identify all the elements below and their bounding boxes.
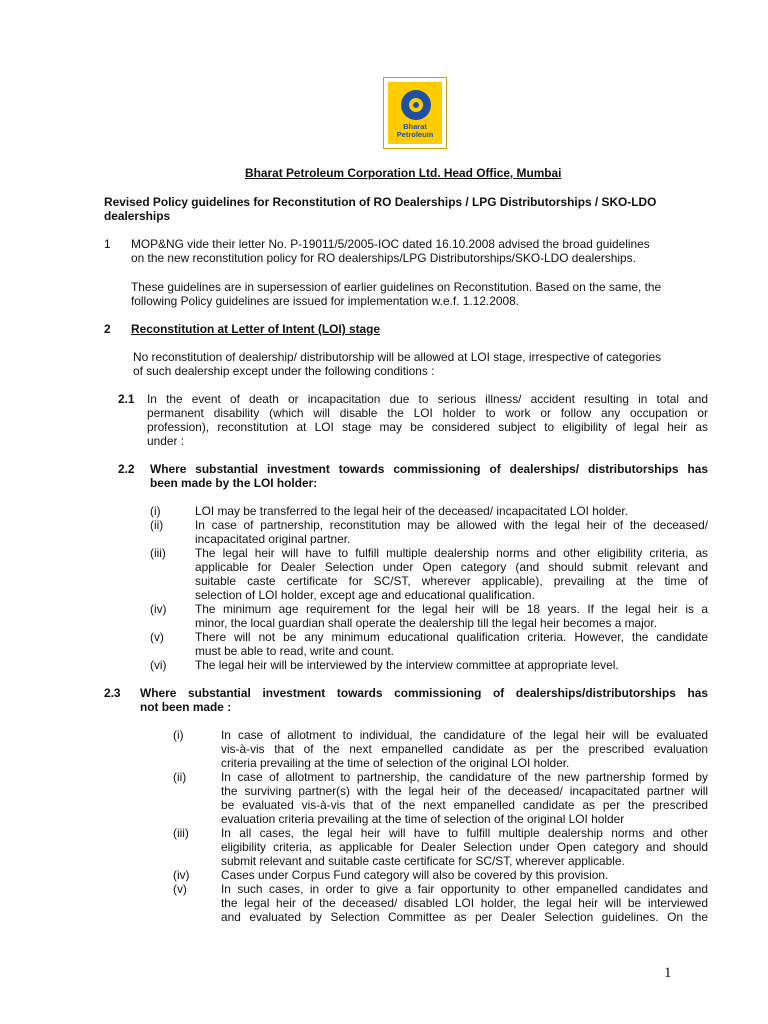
list-item-number: (vi) [150, 658, 167, 672]
list-item-text: In case of allotment to partnership, the candidature of the new partnership formed by [221, 770, 708, 784]
bharat-petroleum-logo [383, 77, 447, 149]
section-2-2-number: 2.2 [118, 462, 135, 476]
list-item-text: suitable caste certificate for SC/ST, wherever applicable), prevailing at the time of [195, 574, 708, 588]
list-item-number: (iii) [173, 826, 189, 840]
logo-text: Bharat Petroleum [396, 122, 434, 139]
list-item-text: criteria prevailing at the time of selection of the original LOI holder. [221, 756, 570, 770]
list-item-text: In such cases, in order to give a fair opportunity to other empanelled candidates and [221, 882, 708, 896]
list-item-text: evaluation criteria prevailing at the time of selection of the original LOI holder [221, 812, 625, 826]
section-2-1-text: permanent disability (which will disable the LOI holder to work or follow any occupation or [147, 406, 708, 420]
section-2-heading: Reconstitution at Letter of Intent (LOI) stage [131, 322, 381, 336]
list-item-text: must be able to read, write and count. [195, 644, 394, 658]
section-2-2-heading: been made by the LOI holder: [150, 476, 318, 490]
list-item-text: There will not be any minimum educational qualification criteria. However, the candidate [195, 630, 708, 644]
list-item-number: (ii) [150, 518, 164, 532]
list-item-text: Cases under Corpus Fund category will also be covered by this provision. [221, 868, 609, 882]
list-item-text: the legal heir of the deceased/ disabled LOI holder, the legal heir will be interviewed [221, 896, 708, 910]
list-item-number: (iv) [150, 602, 167, 616]
section-2-intro: of such dealership except under the following conditions : [133, 364, 435, 378]
logo-background [388, 82, 442, 144]
list-item-text: applicable for Dealer Selection under Open category (and should submit relevant and [195, 560, 708, 574]
list-item-text: In case of allotment to individual, the candidature of the legal heir will be evaluated [221, 728, 708, 742]
list-item-text: The legal heir will be interviewed by the interview committee at appropriate level. [195, 658, 619, 672]
list-item-number: (ii) [173, 770, 187, 784]
doc-title-line-1: Revised Policy guidelines for Reconstitution of RO Dealerships / LPG Distributorships / SKO-LDO [104, 195, 657, 209]
section-1-para-2: following Policy guidelines are issued for implementation w.e.f. 1.12.2008. [131, 294, 519, 308]
org-heading: Bharat Petroleum Corporation Ltd. Head Office, Mumbai [245, 166, 562, 180]
list-item-number: (v) [173, 882, 187, 896]
section-2-2-heading: Where substantial investment towards commissioning of dealerships/ distributorships has [150, 462, 708, 476]
list-item-text: minor, the local guardian shall operate the dealership till the legal heir becomes a major. [195, 616, 658, 630]
list-item-text: selection of LOI holder, except age and educational qualification. [195, 588, 535, 602]
section-2-1-text: under : [147, 434, 185, 448]
section-2-1-text: In the event of death or incapacitation due to serious illness/ accident resulting in total and [147, 392, 708, 406]
logo-emblem-icon [401, 90, 431, 120]
section-2-3-heading: Where substantial investment towards commissioning of dealerships/distributorships has [140, 686, 708, 700]
section-2-1-text: profession), reconstitution at LOI stage may be considered subject to eligibility of legal heir as [147, 420, 708, 434]
list-item-number: (i) [150, 504, 161, 518]
section-2-1-number: 2.1 [118, 392, 135, 406]
section-1-text: on the new reconstitution policy for RO dealerships/LPG Distributorships/SKO-LDO dealerships. [131, 251, 636, 265]
section-2-3-heading: not been made : [140, 700, 232, 714]
section-1-number: 1 [104, 237, 111, 251]
list-item-text: the surviving partner(s) with the legal heir of the deceased/ incapacitated partner will [221, 784, 708, 798]
list-item-text: eligibility criteria, as applicable for Dealer Selection under Open category and should [221, 840, 708, 854]
list-item-text: In case of partnership, reconstitution may be allowed with the legal heir of the deceased/ [195, 518, 708, 532]
list-item-text: vis-à-vis that of the next empanelled candidate as per the prescribed evaluation [221, 742, 708, 756]
section-2-3-number: 2.3 [104, 686, 121, 700]
list-item-text: The minimum age requirement for the legal heir will be 18 years. If the legal heir is a [195, 602, 708, 616]
list-item-text: incapacitated original partner. [195, 532, 351, 546]
section-2-number: 2 [104, 322, 111, 336]
list-item-text: and evaluated by Selection Committee as per Dealer Selection guidelines. On the [221, 910, 708, 924]
section-1-text: MOP&NG vide their letter No. P-19011/5/2005-IOC dated 16.10.2008 advised the broad guidelines [131, 237, 650, 251]
list-item-text: be evaluated vis-à-vis that of the next empanelled candidate as per the prescribed [221, 798, 708, 812]
list-item-text: In all cases, the legal heir will have to fulfill multiple dealership norms and other [221, 826, 708, 840]
list-item-text: LOI may be transferred to the legal heir of the deceased/ incapacitated LOI holder. [195, 504, 628, 518]
list-item-text: The legal heir will have to fulfill multiple dealership norms and other eligibility criteria, as [195, 546, 708, 560]
list-item-number: (i) [173, 728, 184, 742]
list-item-number: (iv) [173, 868, 190, 882]
section-1-para-2: These guidelines are in supersession of earlier guidelines on Reconstitution. Based on the same, the [131, 280, 662, 294]
list-item-number: (iii) [150, 546, 166, 560]
list-item-number: (v) [150, 630, 164, 644]
page-number: 1 [664, 965, 672, 981]
section-2-intro: No reconstitution of dealership/ distributorship will be allowed at LOI stage, irrespective of categories [133, 350, 662, 364]
list-item-text: submit relevant and suitable caste certificate for SC/ST, wherever applicable. [221, 854, 625, 868]
doc-title-line-2: dealerships [104, 209, 171, 223]
